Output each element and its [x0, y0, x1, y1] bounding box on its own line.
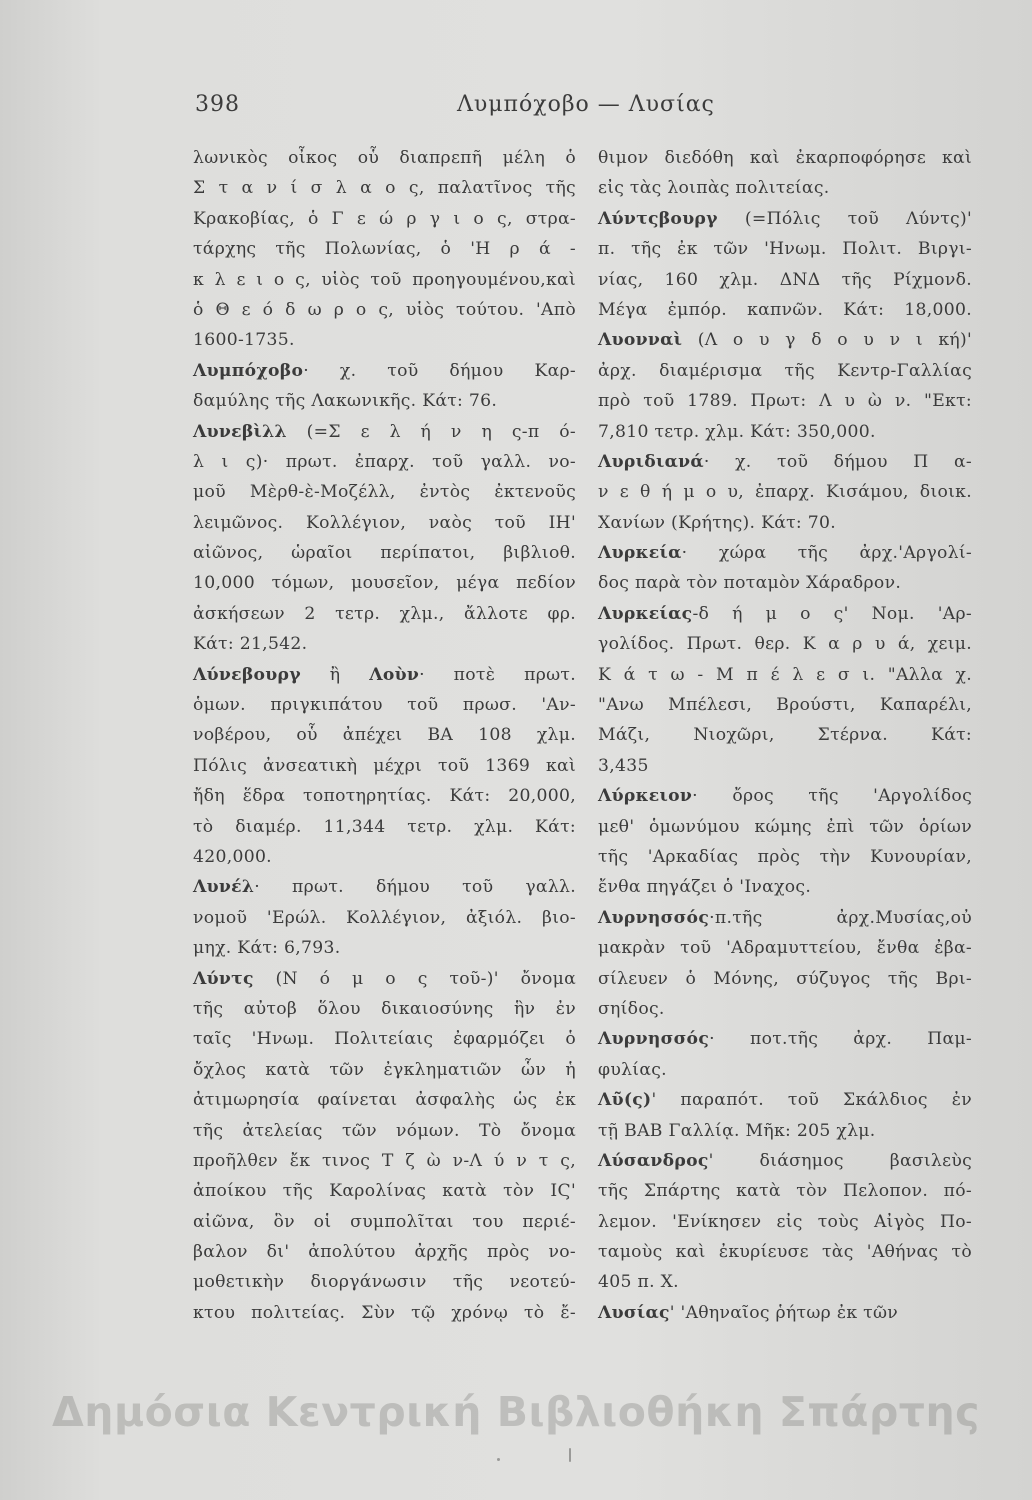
text-line: [193, 1176, 576, 1206]
text-line: [598, 933, 972, 963]
text-line: [193, 1055, 576, 1085]
entry-text: λεμον. 'Ενίκησεν εἰς τοὺς Αἰγὸς Πο-: [598, 1211, 972, 1232]
entry-text: μακρὰν τοῦ 'Αδραμυττείου, ἔνθα ἐβα-: [598, 938, 972, 959]
entry-headword: Λυνέλ: [193, 877, 255, 898]
text-line: [193, 568, 576, 598]
text-line: [193, 599, 576, 629]
entry-headword: Λυρκεία: [598, 543, 682, 564]
entry-text: ταμοὺς καὶ ἐκυρίευσε τὰς 'Αθήνας τὸ: [598, 1242, 972, 1263]
entry-headword: Λύρκειον: [598, 786, 693, 807]
text-line: [193, 1146, 576, 1176]
entry-text: τῆς ἀτελείας τῶν νόμων. Τὸ ὄνομα: [193, 1120, 576, 1141]
paper-speck: [497, 1458, 500, 1461]
text-line: [598, 508, 972, 538]
entry-text: τῇ ΒΑΒ Γαλλίᾳ. Μῆκ: 205 χλμ.: [598, 1120, 876, 1141]
text-line: [193, 356, 576, 386]
text-line: [598, 842, 972, 872]
text-line: [598, 1146, 972, 1176]
entry-text: ἀτιμωρησία φαίνεται ἀσφαλὴς ὡς ἐκ: [193, 1090, 576, 1111]
text-line: [193, 265, 576, 295]
text-line: [598, 690, 972, 720]
entry-text: · χ. τοῦ δήμου Καρ-: [303, 360, 576, 381]
entry-text: τὸ διαμέρ. 11,344 τετρ. χλμ. Κάτ:: [193, 816, 576, 837]
entry-text: λειμῶνος. Κολλέγιον, ναὸς τοῦ ΙΗ': [193, 512, 576, 533]
entry-text: Κρακοβίας, ὁ Γ ε ώ ρ γ ι ο ς, στρα-: [193, 208, 576, 229]
text-line: [193, 994, 576, 1024]
text-line: [598, 903, 972, 933]
entry-text: Κ ά τ ω - Μ π έ λ ε σ ι. "Αλλα χ.: [598, 664, 972, 685]
entry-headword: Λύνεβουργ: [193, 664, 301, 685]
entry-text: π. τῆς ἐκ τῶν 'Ηνωμ. Πολιτ. Βιργι-: [598, 239, 972, 260]
entry-text: θιμον διεδόθη καὶ ἐκαρποφόρησε καὶ: [598, 148, 972, 168]
entry-text: τάρχης τῆς Πολωνίας, ὁ 'Η ρ ά -: [193, 239, 576, 260]
text-line: [598, 964, 972, 994]
entry-text: ·π.τῆς ἀρχ.Μυσίας,οὐ: [709, 907, 972, 928]
text-line: [598, 325, 972, 355]
text-line: [193, 538, 576, 568]
entry-text: ταῖς 'Ηνωμ. Πολιτείαις ἐφαρμόζει ὁ: [193, 1029, 576, 1050]
entry-text: αἰῶνα, ὃν οἱ συμπολῖται του περιέ-: [193, 1211, 576, 1232]
paper-mark: [569, 1448, 571, 1462]
entry-text: (=Σ ε λ ή ν η ς-π ό-: [286, 421, 576, 442]
entry-headword: Λυρνησσός: [598, 907, 710, 928]
text-line: [598, 417, 972, 447]
text-line: [598, 568, 972, 598]
entry-text: σηίδος.: [598, 998, 665, 1019]
text-line: [598, 1298, 972, 1328]
text-line: [598, 812, 972, 842]
text-line: [598, 781, 972, 811]
text-line: [193, 447, 576, 477]
entry-text: Σ τ α ν ί σ λ α ο ς, παλατῖνος τῆς: [193, 178, 576, 199]
entry-headword: Λυρκείας: [598, 603, 693, 624]
text-line: [598, 1176, 972, 1206]
entry-text: 7,810 τετρ. χλμ. Κάτ: 350,000.: [598, 421, 876, 442]
text-line: [598, 1237, 972, 1267]
entry-text: ' 'Αθηναῖος ῥήτωρ ἐκ τῶν: [669, 1302, 899, 1323]
entry-text: Μάζι, Νιοχῶρι, Στέρνα. Κάτ:: [598, 725, 972, 746]
entry-text: προῆλθεν ἔκ τινος Τ ζ ὼ ν-Λ ύ ν τ ς,: [193, 1150, 576, 1171]
text-line: [598, 447, 972, 477]
entry-text: 405 π. Χ.: [598, 1272, 679, 1293]
text-line: [193, 629, 576, 659]
entry-text: εἰς τὰς λοιπὰς πολιτείας.: [598, 178, 830, 199]
entry-text: ἀσκήσεων 2 τετρ. χλμ., ἄλλοτε φρ.: [193, 603, 576, 624]
text-line: [193, 1298, 576, 1328]
text-line: [598, 204, 972, 234]
text-line: [193, 477, 576, 507]
entry-headword: Λῦ(ς): [598, 1090, 652, 1111]
entry-headword: Λυρνησσός: [598, 1029, 710, 1050]
text-line: [598, 386, 972, 416]
text-line: [598, 173, 972, 203]
text-line: [598, 1085, 972, 1115]
entry-text: (=Πόλις τοῦ Λύντς)': [717, 208, 972, 229]
entry-text: (Λ ο υ γ δ ο υ ν ι κή)': [682, 330, 972, 351]
text-line: [193, 234, 576, 264]
text-line: [193, 933, 576, 963]
entry-text: · χώρα τῆς ἀρχ.'Αργολί-: [681, 543, 972, 564]
entry-text: · πρωτ. δήμου τοῦ γαλλ.: [254, 877, 576, 898]
entry-text: Χανίων (Κρήτης). Κάτ: 70.: [598, 512, 837, 533]
entry-headword: Λυμπόχοβο: [193, 360, 304, 381]
entry-text: Μέγα ἐμπόρ. καπνῶν. Κάτ: 18,000.: [598, 299, 972, 320]
text-line: [193, 690, 576, 720]
entry-text: ἀρχ. διαμέρισμα τῆς Κεντρ-Γαλλίας: [598, 360, 972, 381]
entry-text: λωνικὸς οἶκος οὗ διαπρεπῆ μέλη ὁ: [193, 148, 576, 168]
text-line: [193, 143, 576, 173]
entry-text: Κάτ: 21,542.: [193, 634, 308, 655]
entry-text: μηχ. Κάτ: 6,793.: [193, 938, 341, 959]
entry-text: αἰῶνος, ὡραῖοι περίπατοι, βιβλιοθ.: [193, 543, 576, 564]
text-line: [193, 1267, 576, 1297]
text-line: [598, 751, 972, 781]
text-line: [193, 325, 576, 355]
entry-text: · ποτ.τῆς ἀρχ. Παμ-: [709, 1029, 972, 1050]
text-line: [598, 660, 972, 690]
entry-text: 3,435: [598, 755, 649, 776]
text-line: [193, 660, 576, 690]
entry-text: δος παρὰ τὸν ποταμὸν Χάραδρον.: [598, 573, 902, 594]
entry-text: μεθ' ὁμωνύμου κώμης ἐπὶ τῶν ὁρίων: [598, 816, 972, 837]
text-line: [598, 629, 972, 659]
entry-text: κτου πολιτείας. Σὺν τῷ χρόνῳ τὸ ἔ-: [193, 1302, 576, 1323]
entry-text: ἢ: [300, 664, 370, 685]
entry-text: πρὸ τοῦ 1789. Πρωτ: Λ υ ὼ ν. "Εκτ:: [598, 391, 972, 412]
entry-text: γολίδος. Πρωτ. θερ. Κ α ρ υ ά, χειμ.: [598, 634, 972, 655]
text-line: [598, 994, 972, 1024]
entry-text: · ὄρος τῆς 'Αργολίδος: [692, 786, 972, 807]
entry-text: φυλίας.: [598, 1059, 667, 1080]
entry-text: κ λ ε ι ο ς, υἱὸς τοῦ προηγουμένου,καὶ: [193, 269, 576, 290]
entry-text: ' παραπότ. τοῦ Σκάλδιος ἐν: [651, 1090, 972, 1111]
text-line: [193, 1237, 576, 1267]
entry-headword: Λυριδιανά: [598, 451, 704, 472]
text-line: [193, 812, 576, 842]
entry-text: ' διάσημος βασιλεὺς: [708, 1150, 972, 1171]
right-column: [598, 143, 972, 1328]
entry-text: τῆς Σπάρτης κατὰ τὸν Πελοπον. πό-: [598, 1181, 972, 1202]
left-column: [193, 143, 576, 1328]
entry-headword: Λύντς: [193, 968, 254, 989]
entry-text: ἔνθα πηγάζει ὁ 'Ιναχος.: [598, 877, 812, 898]
library-watermark: Δημόσια Κεντρική Βιβλιοθήκη Σπάρτης: [52, 1388, 980, 1436]
running-title: Λυμπόχοβο — Λυσίας: [457, 92, 715, 117]
text-line: [193, 842, 576, 872]
entry-text: -δ ή μ ο ς' Νομ. 'Αρ-: [692, 603, 972, 624]
text-line: [598, 720, 972, 750]
entry-text: νίας, 160 χλμ. ΔΝΔ τῆς Ρίχμονδ.: [598, 269, 972, 290]
entry-text: ν ε θ ή μ ο υ, ἐπαρχ. Κισάμου, διοικ.: [598, 482, 972, 503]
text-line: [193, 508, 576, 538]
entry-text: μοθετικὴν διοργάνωσιν τῆς νεοτεύ-: [193, 1272, 576, 1293]
text-line: [193, 417, 576, 447]
text-line: [193, 295, 576, 325]
entry-headword: Λυονναὶ: [598, 330, 683, 351]
text-line: [193, 903, 576, 933]
text-line: [193, 964, 576, 994]
entry-headword: Λυνεβὶλλ: [193, 421, 287, 442]
entry-headword: Λύσανδρος: [598, 1150, 709, 1171]
text-line: [193, 720, 576, 750]
entry-text: νομοῦ 'Ερώλ. Κολλέγιον, ἀξιόλ. βιο-: [193, 907, 576, 928]
text-line: [598, 295, 972, 325]
text-line: [598, 1024, 972, 1054]
text-line: [193, 204, 576, 234]
text-line: [193, 1116, 576, 1146]
text-line: [193, 1207, 576, 1237]
text-line: [598, 143, 972, 173]
text-line: [598, 356, 972, 386]
entry-text: νοβέρου, οὗ ἀπέχει ΒΑ 108 χλμ.: [193, 725, 576, 746]
entry-headword: Λοὺν: [369, 664, 420, 685]
entry-text: μοῦ Μὲρθ-ὲ-Μοζέλλ, ἐντὸς ἐκτενοῦς: [193, 482, 576, 503]
entry-headword: Λυσίας: [598, 1302, 670, 1323]
entry-headword: Λύντςβουργ: [598, 208, 718, 229]
entry-text: ἀποίκου τῆς Καρολίνας κατὰ τὸν ΙϚ': [193, 1181, 576, 1202]
entry-text: ὁ Θ ε ό δ ω ρ ο ς, υἱὸς τούτου. 'Απὸ: [193, 299, 576, 320]
text-line: [598, 477, 972, 507]
entry-text: βαλον δι' ἀπολύτου ἀρχῆς πρὸς νο-: [193, 1242, 576, 1263]
text-line: [598, 872, 972, 902]
text-line: [598, 265, 972, 295]
entry-text: 10,000 τόμων, μουσεῖον, μέγα πεδίον: [193, 573, 576, 594]
entry-text: 1600-1735.: [193, 330, 295, 351]
text-line: [193, 386, 576, 416]
entry-text: "Ανω Μπέλεσι, Βρούστι, Καπαρέλι,: [598, 695, 972, 716]
entry-text: τῆς αὐτοβ ὅλου δικαιοσύνης ἣν ἐν: [193, 998, 576, 1019]
entry-text: Πόλις ἀνσεατικὴ μέχρι τοῦ 1369 καὶ: [193, 755, 576, 776]
text-line: [598, 599, 972, 629]
entry-text: · ποτὲ πρωτ.: [419, 664, 576, 685]
page-header: [195, 92, 975, 128]
entry-text: 420,000.: [193, 846, 272, 867]
entry-text: ὄχλος κατὰ τῶν ἐγκληματιῶν ὧν ἡ: [193, 1059, 576, 1080]
entry-text: · χ. τοῦ δήμου Π α-: [703, 451, 972, 472]
text-line: [193, 1024, 576, 1054]
entry-text: δαμύλης τῆς Λακωνικῆς. Κάτ: 76.: [193, 391, 498, 412]
entry-text: τῆς 'Αρκαδίας πρὸς τὴν Κυνουρίαν,: [598, 846, 972, 867]
text-line: [193, 751, 576, 781]
text-line: [598, 234, 972, 264]
text-line: [598, 1116, 972, 1146]
entry-text: λ ι ς)· πρωτ. ἐπαρχ. τοῦ γαλλ. νο-: [193, 451, 576, 472]
entry-text: ἤδη ἕδρα τοποτηρητίας. Κάτ: 20,000,: [193, 786, 576, 807]
entry-text: (Ν ό μ ο ς τοῦ-)' ὄνομα: [253, 968, 576, 989]
text-line: [193, 1085, 576, 1115]
page-number: 398: [195, 92, 240, 117]
entry-text: ὁμων. πριγκιπάτου τοῦ πρωσ. 'Αν-: [193, 695, 576, 716]
entry-text: σίλευεν ὁ Μόνης, σύζυγος τῆς Βρι-: [598, 968, 972, 989]
text-line: [193, 781, 576, 811]
text-line: [193, 872, 576, 902]
text-line: [598, 1207, 972, 1237]
text-line: [598, 1055, 972, 1085]
text-line: [598, 538, 972, 568]
text-line: [193, 173, 576, 203]
text-line: [598, 1267, 972, 1297]
